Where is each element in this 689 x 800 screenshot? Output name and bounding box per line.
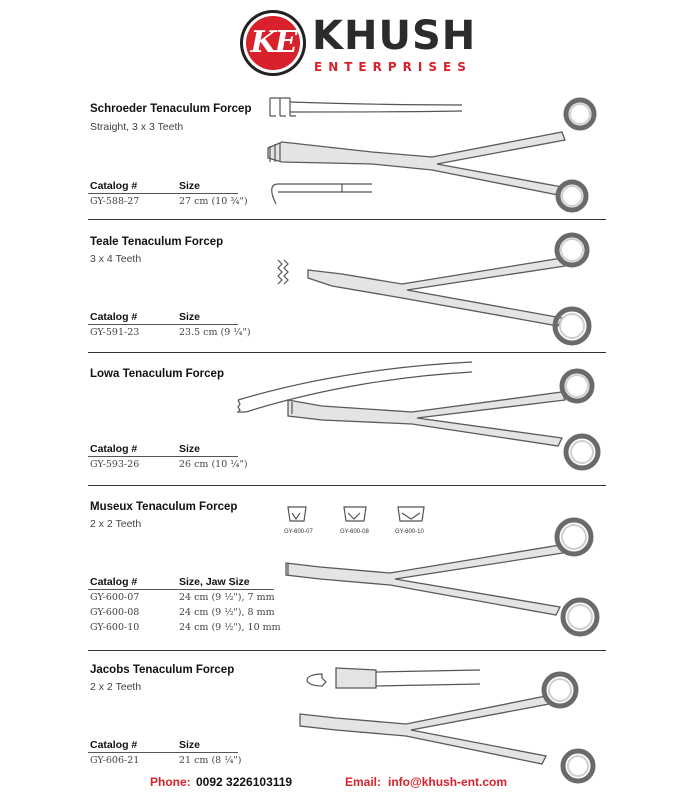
lowa-forcep-illustration	[232, 354, 612, 482]
jaw-label: GY-600-07	[284, 529, 313, 535]
teale-forcep-illustration	[272, 228, 612, 350]
catalog-header: Catalog #	[90, 739, 138, 751]
size-header: Size	[179, 739, 201, 751]
jaw-detail-07	[288, 507, 306, 521]
product-title: Museux Tenaculum Forcep	[90, 501, 238, 513]
header-rule	[88, 193, 238, 194]
header-rule	[88, 456, 238, 457]
catalog-number: GY-600-08	[90, 607, 140, 618]
logo-monogram: KE	[250, 25, 296, 60]
product-title: Schroeder Tenaculum Forcep	[90, 103, 252, 115]
product-subtitle: Straight, 3 x 3 Teeth	[90, 121, 184, 133]
jaw-label: GY-600-10	[395, 529, 424, 535]
email-address[interactable]: info@khush-ent.com	[388, 775, 508, 789]
size-value: 23.5 cm (9 ¼")	[179, 327, 251, 338]
catalog-number: GY-600-07	[90, 592, 140, 603]
product-title: Teale Tenaculum Forcep	[90, 236, 224, 248]
size-value: 27 cm (10 ¾")	[179, 196, 248, 207]
product-subtitle: 2 x 2 Teeth	[90, 681, 142, 693]
size-value: 24 cm (9 ½"), 8 mm	[179, 607, 275, 618]
museux-forcep-illustration	[280, 499, 612, 647]
catalog-header: Catalog #	[90, 443, 138, 455]
jaw-label: GY-600-08	[340, 529, 369, 535]
header-rule	[88, 324, 238, 325]
catalog-number: GY-593-26	[90, 459, 140, 470]
size-value: 26 cm (10 ¼")	[179, 459, 248, 470]
catalog-header: Catalog #	[90, 311, 138, 323]
catalog-number: GY-600-10	[90, 622, 140, 633]
product-subtitle: 2 x 2 Teeth	[90, 518, 142, 530]
phone-number[interactable]: 0092 3226103119	[196, 775, 293, 789]
product-section-teale	[0, 220, 689, 352]
jaw-detail-10	[398, 507, 424, 521]
size-header: Size	[179, 311, 201, 323]
size-header: Size	[179, 180, 201, 192]
jaw-detail-08	[344, 507, 366, 521]
catalog-number: GY-606-21	[90, 755, 140, 766]
catalog-header: Catalog #	[90, 576, 138, 588]
contact-footer	[0, 775, 689, 793]
catalog-number: GY-591-23	[90, 327, 140, 338]
brand-name: KHUSH	[312, 13, 477, 59]
size-value: 24 cm (9 ½"), 10 mm	[179, 622, 281, 633]
tooth-detail-drawing	[270, 98, 462, 116]
catalog-header: Catalog #	[90, 180, 138, 192]
product-subtitle: 3 x 4 Teeth	[90, 253, 142, 265]
size-header: Size	[179, 443, 201, 455]
product-section-jacobs	[0, 650, 689, 775]
tooth-detail-drawing	[238, 362, 472, 412]
header-rule	[88, 752, 238, 753]
tooth-detail-drawing	[307, 668, 480, 688]
email-label: Email:	[345, 775, 382, 789]
size-value: 24 cm (9 ½"), 7 mm	[179, 592, 275, 603]
brand-tagline: ENTERPRISES	[314, 60, 472, 74]
size-header: Size, Jaw Size	[179, 576, 250, 588]
product-title: Jacobs Tenaculum Forcep	[90, 664, 235, 676]
product-section-museux	[0, 485, 689, 650]
product-section-lowa	[0, 352, 689, 485]
tooth-detail-drawing	[278, 260, 288, 284]
size-value: 21 cm (8 ¼")	[179, 755, 242, 766]
product-title: Lowa Tenaculum Forcep	[90, 368, 224, 380]
phone-label: Phone:	[150, 775, 191, 789]
schroeder-forcep-illustration	[262, 92, 612, 217]
catalog-number: GY-588-27	[90, 196, 140, 207]
product-section-schroeder	[0, 0, 689, 220]
header-rule	[88, 589, 274, 590]
jacobs-forcep-illustration	[296, 656, 612, 784]
